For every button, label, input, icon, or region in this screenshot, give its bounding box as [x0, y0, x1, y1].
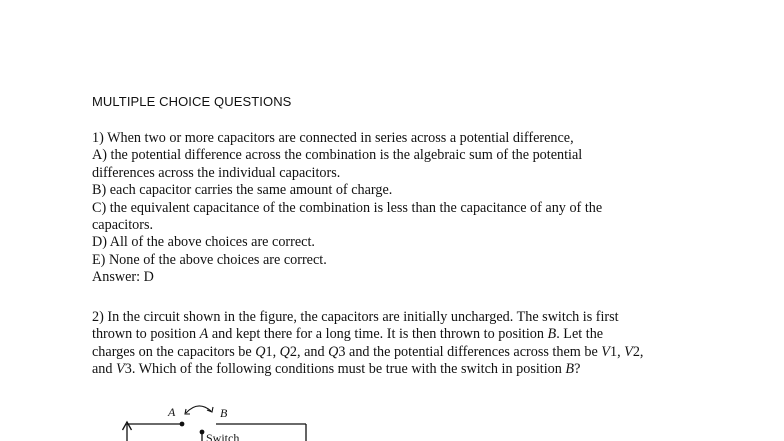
- text: ?: [574, 361, 581, 378]
- switch-arc: [186, 406, 211, 413]
- text: , and: [297, 343, 329, 360]
- position-b: B: [547, 326, 557, 343]
- text: . Which of the following conditions must be true with the switch in position: [131, 361, 566, 378]
- voltage-v1: V: [601, 343, 610, 360]
- charge-q3: Q: [328, 343, 339, 360]
- charge-q3-index: 3: [338, 343, 346, 360]
- text: and kept there for a long time. It is then thrown to position: [208, 326, 548, 343]
- label-b: B: [220, 406, 228, 420]
- option-a-line-1: A) the potential difference across the combination is the algebraic sum of the potential: [92, 147, 583, 164]
- voltage-v3-index: 3: [124, 361, 132, 378]
- voltage-v1-index: 1: [609, 343, 618, 360]
- answer: Answer: D: [92, 269, 154, 286]
- question-2-line-3: [92, 344, 732, 361]
- voltage-v2: V: [624, 343, 633, 360]
- circuit-diagram: [110, 398, 330, 441]
- charge-q1: Q: [255, 343, 266, 360]
- voltage-v2-index: 2: [632, 343, 640, 360]
- question-2-line-4: [92, 361, 732, 378]
- option-c-line-2: capacitors.: [92, 217, 154, 234]
- text: and the potential differences across them be: [345, 343, 602, 360]
- option-e: E) None of the above choices are correct.: [92, 251, 327, 268]
- option-a-line-2: differences across the individual capacitors.: [92, 164, 341, 181]
- label-a: A: [168, 405, 176, 419]
- position-b: B: [565, 361, 575, 378]
- text: . Let the: [556, 326, 604, 343]
- question-2-line-2: [92, 326, 732, 343]
- text: thrown to position: [92, 326, 200, 343]
- text: and: [92, 361, 117, 378]
- option-c-line-1: C) the equivalent capacitance of the combination is less than the capacitance of any of the: [92, 199, 603, 216]
- position-a: A: [199, 326, 209, 343]
- charge-q1-index: 1: [265, 343, 273, 360]
- question-1: [92, 130, 712, 287]
- charge-q2: Q: [279, 343, 290, 360]
- option-d: D) All of the above choices are correct.: [92, 234, 315, 251]
- question-1-stem: 1) When two or more capacitors are connected in series across a potential difference,: [92, 130, 574, 146]
- contact-a: [180, 422, 185, 427]
- question-2-line-1: 2) In the circuit shown in the figure, the capacitors are initially uncharged. The switch is first: [92, 309, 619, 325]
- voltage-v3: V: [116, 361, 125, 378]
- switch-label: Switch: [206, 431, 240, 441]
- charge-q2-index: 2: [289, 343, 297, 360]
- text: ,: [639, 343, 644, 360]
- question-2: [92, 309, 732, 379]
- option-b: B) each capacitor carries the same amount of charge.: [92, 182, 393, 199]
- text: ,: [617, 343, 625, 360]
- circuit-figure: [110, 398, 330, 441]
- text: charges on the capacitors be: [92, 343, 256, 360]
- text: ,: [272, 343, 280, 360]
- section-heading: MULTIPLE CHOICE QUESTIONS: [92, 94, 292, 109]
